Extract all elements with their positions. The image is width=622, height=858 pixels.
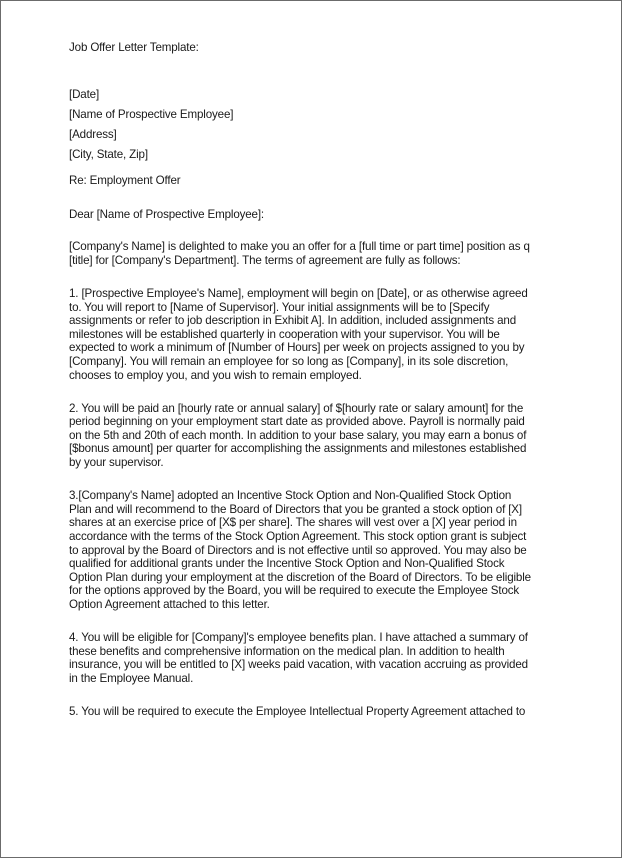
text-line: 4. You will be eligible for [Company]'s employee benefits plan. I have attached a summary of: [69, 630, 528, 644]
text-line: 1. [Prospective Employee's Name], employment will begin on [Date], or as otherwise agreed: [69, 287, 528, 301]
text-line: [$bonus amount] per quarter for accomplishing the assignments and milestones established: [69, 442, 527, 456]
text-line: 5. You will be required to execute the Employee Intellectual Property Agreement attached to: [69, 704, 526, 718]
paragraph-stock-options: [69, 489, 559, 611]
intro-paragraph: [69, 240, 559, 267]
text-line: by your supervisor.: [69, 456, 164, 470]
text-line: to approval by the Board of Directors and is not effective until so approved. You may also be: [69, 543, 527, 557]
text-line: Option Plan during your employment at the discretion of the Board of Directors. To be eligible: [69, 570, 531, 584]
text-line: accordance with the terms of the Stock Option Agreement. This stock option grant is subject: [69, 529, 527, 543]
salutation: Dear [Name of Prospective Employee]:: [69, 207, 264, 221]
text-line: for the options approved by the Board, you will be required to execute the Employee Stock: [69, 584, 520, 598]
paragraph-ip-agreement: [69, 705, 559, 719]
text-line: Option Agreement attached to this letter.: [69, 597, 270, 611]
paragraph-benefits: [69, 631, 559, 685]
text-line: [title] for [Company's Department]. The terms of agreement are fully as follows:: [69, 253, 461, 267]
text-line: milestones will be established quarterly in cooperation with your supervisor. You will be: [69, 327, 500, 341]
city-state-zip-placeholder: [City, State, Zip]: [69, 147, 148, 161]
document-title: Job Offer Letter Template:: [69, 41, 199, 54]
text-line: [Company]. You will remain an employee for so long as [Company], in its sole discretion,: [69, 354, 509, 368]
text-line: these benefits and comprehensive information on the medical plan. In addition to health: [69, 644, 505, 658]
text-line: insurance, you will be entitled to [X] weeks paid vacation, with vacation accruing as provided: [69, 658, 528, 672]
date-placeholder: [Date]: [69, 87, 100, 101]
text-line: in the Employee Manual.: [69, 671, 194, 685]
text-line: qualified for additional grants under the Incentive Stock Option and Non-Qualified Stock: [69, 557, 505, 571]
text-line: assignments or refer to job description in Exhibit A]. In addition, included assignments and: [69, 314, 516, 328]
text-line: expected to work a minimum of [Number of Hours] per week on projects assigned to you by: [69, 341, 525, 355]
text-line: to. You will report to [Name of Supervisor]. Your initial assignments will be to [Specify: [69, 300, 490, 314]
employee-name-placeholder: [Name of Prospective Employee]: [69, 107, 234, 121]
text-line: Plan and will recommend to the Board of Directors that you be granted a stock option of [X]: [69, 502, 522, 516]
text-line: on the 5th and 20th of each month. In addition to your base salary, you may earn a bonus of: [69, 428, 527, 442]
text-line: [Company's Name] is delighted to make you an offer for a [full time or part time] position as q: [69, 240, 530, 254]
text-line: chooses to employ you, and you wish to remain employed.: [69, 368, 362, 382]
paragraph-compensation: [69, 402, 559, 470]
subject-line: Re: Employment Offer: [69, 174, 181, 188]
text-line: shares at an exercise price of [X$ per share]. The shares will vest over a [X] year period in: [69, 516, 517, 530]
address-block: [69, 88, 559, 162]
text-line: 2. You will be paid an [hourly rate or annual salary] of $[hourly rate or salary amount] for the: [69, 401, 524, 415]
address-placeholder: [Address]: [69, 127, 117, 141]
letter-body: [69, 41, 559, 738]
paragraph-employment-start: [69, 287, 559, 382]
text-line: 3.[Company's Name] adopted an Incentive Stock Option and Non-Qualified Stock Option: [69, 489, 512, 503]
text-line: period beginning on your employment start date as provided above. Payroll is normally paid: [69, 415, 525, 429]
